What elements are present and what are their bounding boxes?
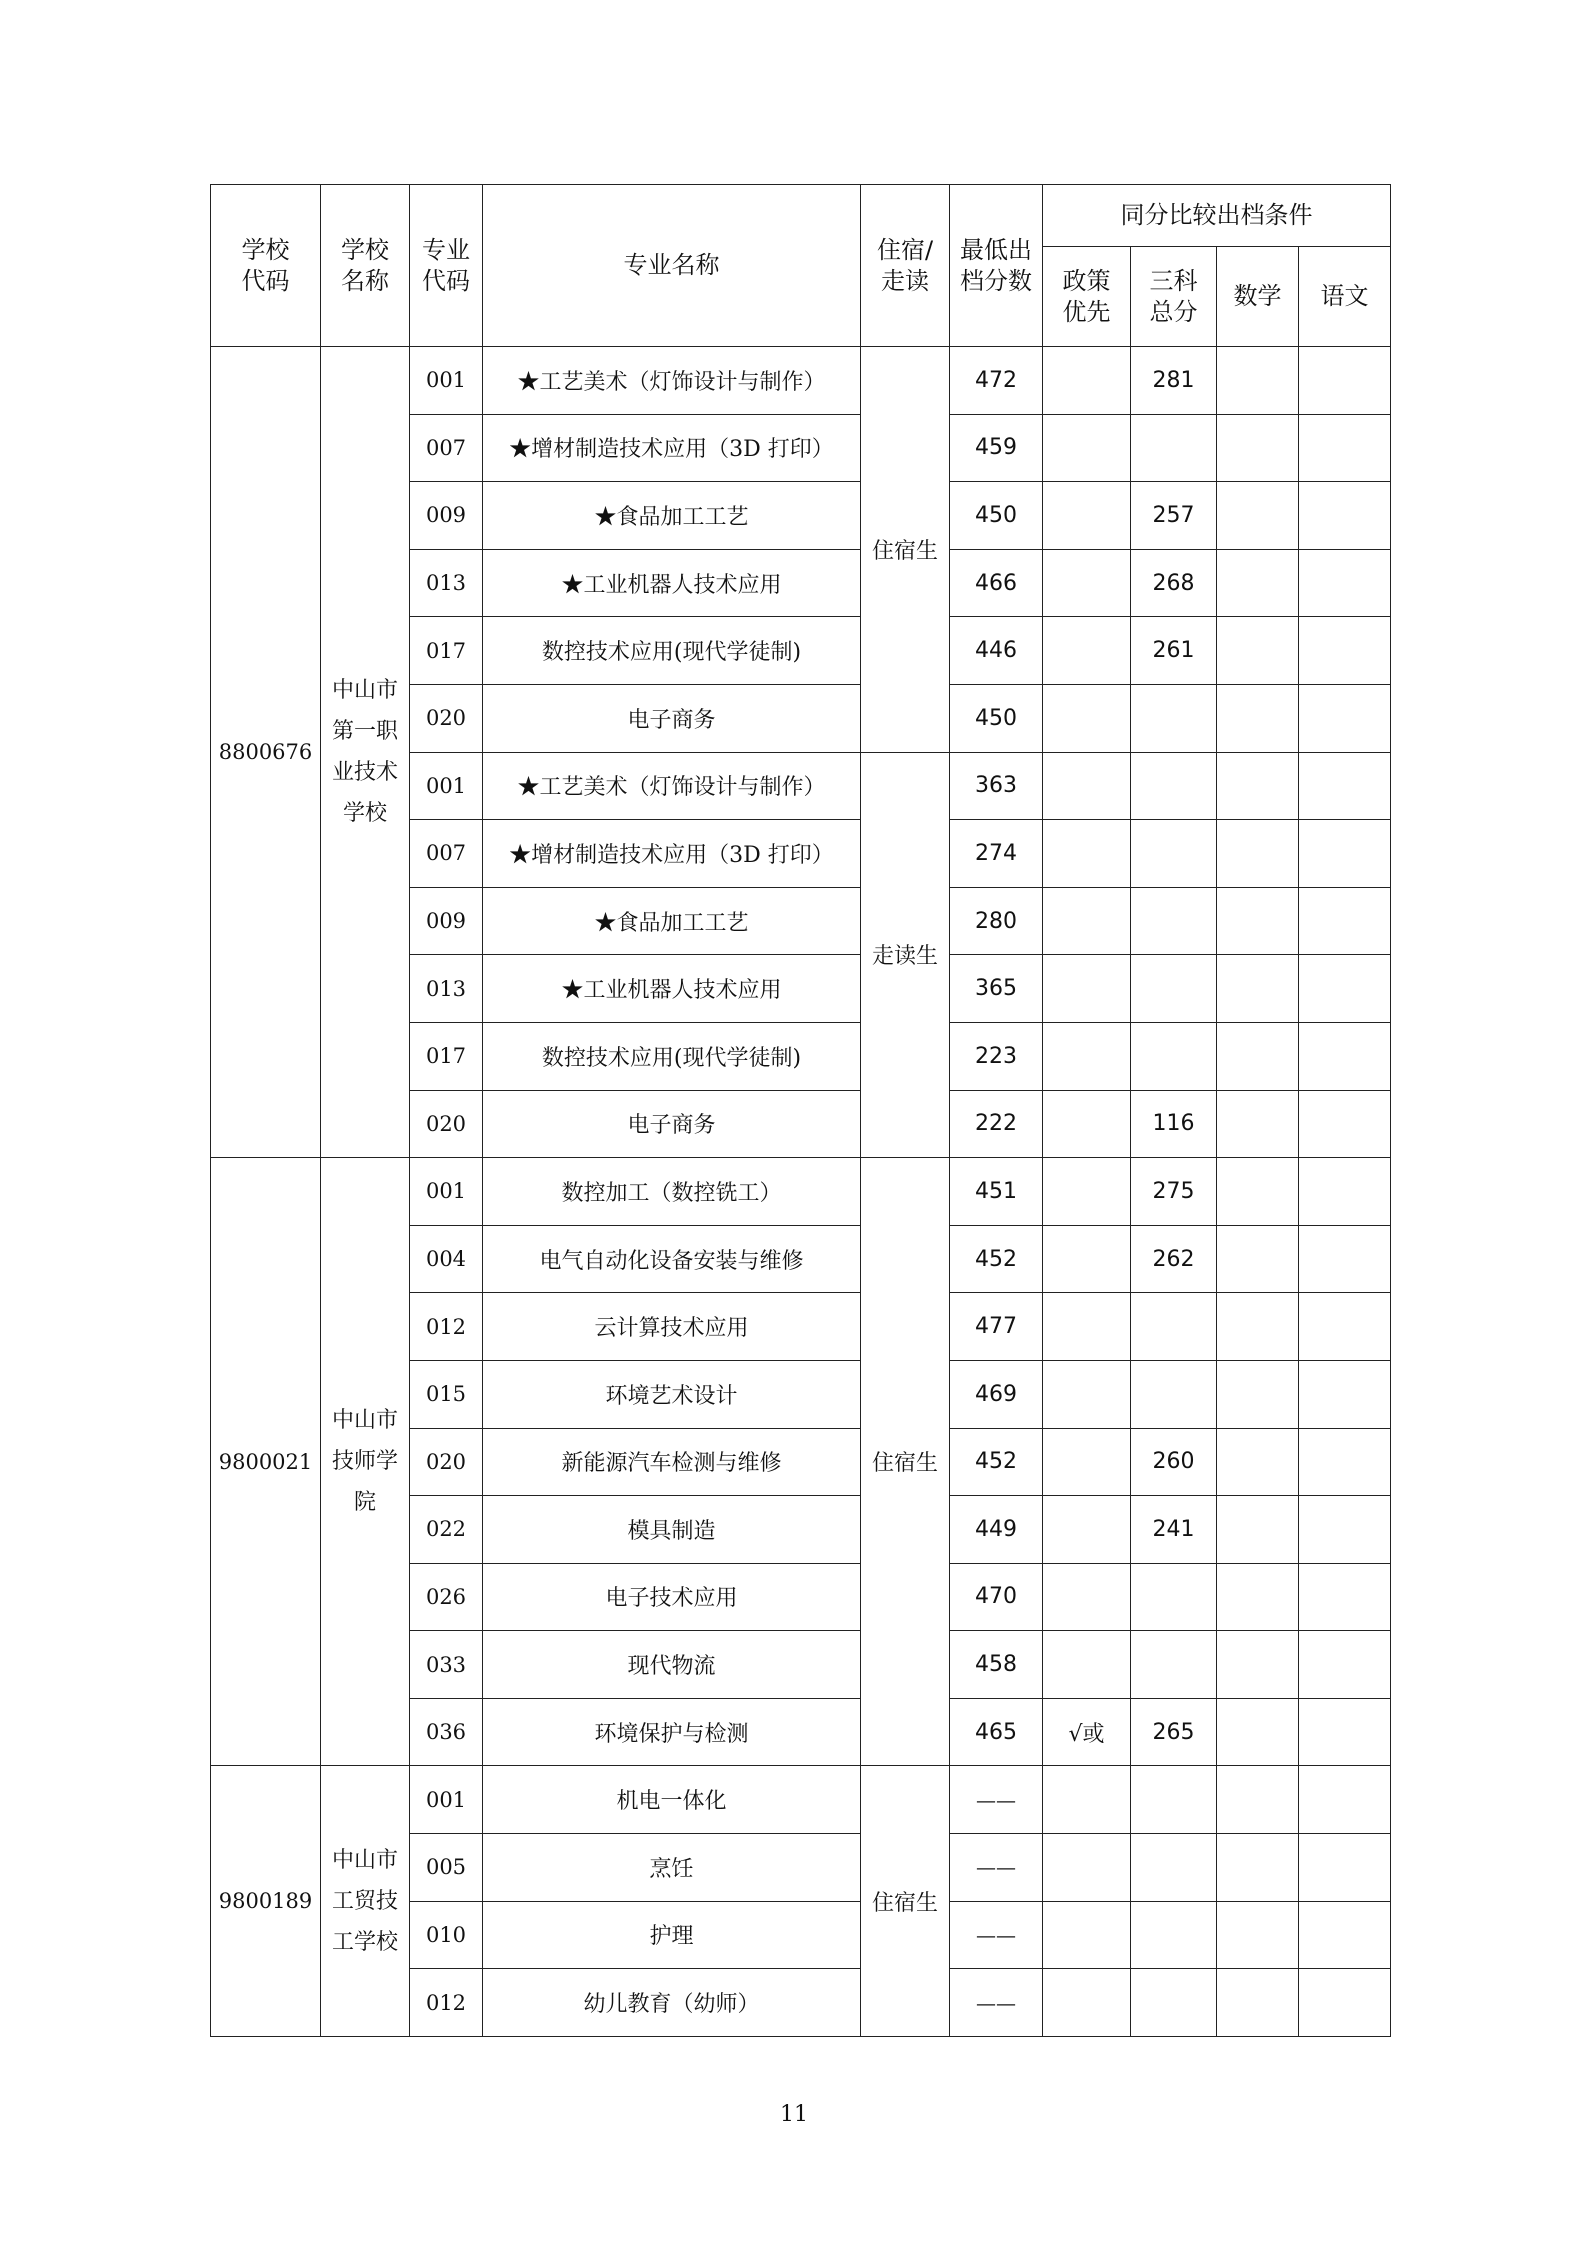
three-total-cell: 261 [1131, 617, 1217, 685]
three-total-cell: 275 [1131, 1158, 1217, 1226]
policy-cell [1043, 887, 1131, 955]
policy-cell [1043, 1428, 1131, 1496]
chinese-cell [1299, 1360, 1391, 1428]
three-total-cell [1131, 1901, 1217, 1969]
three-total-cell [1131, 1969, 1217, 2037]
page-number: 11 [780, 2102, 808, 2127]
header-tiebreak: 同分比较出档条件 [1043, 185, 1391, 247]
chinese-cell [1299, 1698, 1391, 1766]
chinese-cell [1299, 1293, 1391, 1361]
major-name-cell: 新能源汽车检测与维修 [483, 1428, 861, 1496]
min-score-cell: 450 [950, 482, 1043, 550]
policy-cell [1043, 1969, 1131, 2037]
three-total-cell: 257 [1131, 482, 1217, 550]
school-name-cell: 中山市 工贸技 工学校 [321, 1766, 410, 2036]
math-cell [1217, 1834, 1299, 1902]
major-code-cell: 017 [410, 617, 483, 685]
header-school-name: 学校 名称 [321, 185, 410, 347]
chinese-cell [1299, 1563, 1391, 1631]
major-code-cell: 001 [410, 1766, 483, 1834]
three-total-cell: 281 [1131, 347, 1217, 415]
major-code-cell: 010 [410, 1901, 483, 1969]
table-row [211, 1158, 1391, 1226]
min-score-cell: 472 [950, 347, 1043, 415]
math-cell [1217, 1225, 1299, 1293]
major-code-cell: 026 [410, 1563, 483, 1631]
major-code-cell: 015 [410, 1360, 483, 1428]
min-score-cell: 222 [950, 1090, 1043, 1158]
min-score-cell: 365 [950, 955, 1043, 1023]
policy-cell [1043, 549, 1131, 617]
math-cell [1217, 752, 1299, 820]
math-cell [1217, 820, 1299, 888]
major-name-cell: 电气自动化设备安装与维修 [483, 1225, 861, 1293]
major-code-cell: 009 [410, 887, 483, 955]
math-cell [1217, 1969, 1299, 2037]
min-score-cell: 477 [950, 1293, 1043, 1361]
boarding-cell: 住宿生 [861, 1158, 950, 1766]
min-score-cell: 274 [950, 820, 1043, 888]
policy-cell [1043, 1225, 1131, 1293]
min-score-cell: 450 [950, 684, 1043, 752]
major-name-cell: ★食品加工工艺 [483, 887, 861, 955]
major-name-cell: 幼儿教育（幼师） [483, 1969, 861, 2037]
three-total-cell [1131, 1293, 1217, 1361]
min-score-cell: 280 [950, 887, 1043, 955]
math-cell [1217, 1090, 1299, 1158]
major-code-cell: 007 [410, 820, 483, 888]
min-score-cell: 452 [950, 1428, 1043, 1496]
policy-cell [1043, 1766, 1131, 1834]
header-policy: 政策 优先 [1043, 247, 1131, 347]
math-cell [1217, 1901, 1299, 1969]
chinese-cell [1299, 414, 1391, 482]
math-cell [1217, 684, 1299, 752]
major-name-cell: 数控技术应用(现代学徒制) [483, 1022, 861, 1090]
policy-cell [1043, 482, 1131, 550]
chinese-cell [1299, 1158, 1391, 1226]
chinese-cell [1299, 1496, 1391, 1564]
three-total-cell: 116 [1131, 1090, 1217, 1158]
major-code-cell: 001 [410, 1158, 483, 1226]
math-cell [1217, 1428, 1299, 1496]
policy-cell [1043, 1834, 1131, 1902]
min-score-cell: 446 [950, 617, 1043, 685]
math-cell [1217, 347, 1299, 415]
three-total-cell [1131, 887, 1217, 955]
header-school-code: 学校 代码 [211, 185, 321, 347]
min-score-cell: —— [950, 1834, 1043, 1902]
policy-cell [1043, 1631, 1131, 1699]
admission-score-table [210, 184, 1391, 2037]
boarding-cell: 走读生 [861, 752, 950, 1158]
major-name-cell: 电子商务 [483, 684, 861, 752]
header-chinese: 语文 [1299, 247, 1391, 347]
major-code-cell: 001 [410, 347, 483, 415]
math-cell [1217, 617, 1299, 685]
policy-cell [1043, 752, 1131, 820]
min-score-cell: 223 [950, 1022, 1043, 1090]
min-score-cell: 465 [950, 1698, 1043, 1766]
school-name-cell: 中山市 技师学 院 [321, 1158, 410, 1766]
min-score-cell: —— [950, 1766, 1043, 1834]
math-cell [1217, 1766, 1299, 1834]
min-score-cell: 459 [950, 414, 1043, 482]
school-code-cell: 9800189 [211, 1766, 321, 2036]
table-row [211, 347, 1391, 415]
math-cell [1217, 1360, 1299, 1428]
chinese-cell [1299, 549, 1391, 617]
header-major-name: 专业名称 [483, 185, 861, 347]
chinese-cell [1299, 1225, 1391, 1293]
chinese-cell [1299, 347, 1391, 415]
min-score-cell: 363 [950, 752, 1043, 820]
major-code-cell: 012 [410, 1293, 483, 1361]
min-score-cell: 451 [950, 1158, 1043, 1226]
policy-cell [1043, 1563, 1131, 1631]
major-name-cell: ★工业机器人技术应用 [483, 549, 861, 617]
boarding-cell: 住宿生 [861, 347, 950, 753]
chinese-cell [1299, 1090, 1391, 1158]
min-score-cell: 449 [950, 1496, 1043, 1564]
major-code-cell: 017 [410, 1022, 483, 1090]
math-cell [1217, 955, 1299, 1023]
three-total-cell [1131, 1631, 1217, 1699]
three-total-cell [1131, 1022, 1217, 1090]
math-cell [1217, 1631, 1299, 1699]
major-code-cell: 001 [410, 752, 483, 820]
table-row [211, 1766, 1391, 1834]
major-name-cell: 数控技术应用(现代学徒制) [483, 617, 861, 685]
major-name-cell: 烹饪 [483, 1834, 861, 1902]
major-code-cell: 012 [410, 1969, 483, 2037]
three-total-cell: 262 [1131, 1225, 1217, 1293]
major-name-cell: ★工艺美术（灯饰设计与制作） [483, 347, 861, 415]
major-name-cell: 现代物流 [483, 1631, 861, 1699]
min-score-cell: —— [950, 1901, 1043, 1969]
three-total-cell: 268 [1131, 549, 1217, 617]
policy-cell [1043, 684, 1131, 752]
policy-cell [1043, 414, 1131, 482]
math-cell [1217, 1022, 1299, 1090]
chinese-cell [1299, 1969, 1391, 2037]
school-name-cell: 中山市 第一职 业技术 学校 [321, 347, 410, 1158]
major-code-cell: 013 [410, 549, 483, 617]
three-total-cell [1131, 1360, 1217, 1428]
min-score-cell: 470 [950, 1563, 1043, 1631]
major-code-cell: 005 [410, 1834, 483, 1902]
three-total-cell: 265 [1131, 1698, 1217, 1766]
min-score-cell: —— [950, 1969, 1043, 2037]
policy-cell [1043, 1360, 1131, 1428]
chinese-cell [1299, 617, 1391, 685]
header-boarding: 住宿/ 走读 [861, 185, 950, 347]
min-score-cell: 458 [950, 1631, 1043, 1699]
policy-cell [1043, 955, 1131, 1023]
major-code-cell: 007 [410, 414, 483, 482]
table-body [211, 347, 1391, 2037]
policy-cell [1043, 347, 1131, 415]
three-total-cell [1131, 1766, 1217, 1834]
math-cell [1217, 1698, 1299, 1766]
boarding-cell: 住宿生 [861, 1766, 950, 2036]
math-cell [1217, 1563, 1299, 1631]
header-math: 数学 [1217, 247, 1299, 347]
three-total-cell: 260 [1131, 1428, 1217, 1496]
policy-cell [1043, 1158, 1131, 1226]
min-score-cell: 466 [950, 549, 1043, 617]
min-score-cell: 469 [950, 1360, 1043, 1428]
policy-cell: √或 [1043, 1698, 1131, 1766]
major-name-cell: 数控加工（数控铣工） [483, 1158, 861, 1226]
major-code-cell: 022 [410, 1496, 483, 1564]
school-code-cell: 9800021 [211, 1158, 321, 1766]
policy-cell [1043, 820, 1131, 888]
policy-cell [1043, 1293, 1131, 1361]
major-code-cell: 036 [410, 1698, 483, 1766]
header-major-code: 专业 代码 [410, 185, 483, 347]
policy-cell [1043, 617, 1131, 685]
major-code-cell: 004 [410, 1225, 483, 1293]
major-name-cell: ★工业机器人技术应用 [483, 955, 861, 1023]
three-total-cell [1131, 752, 1217, 820]
math-cell [1217, 1496, 1299, 1564]
policy-cell [1043, 1022, 1131, 1090]
major-name-cell: 电子商务 [483, 1090, 861, 1158]
major-code-cell: 033 [410, 1631, 483, 1699]
three-total-cell [1131, 955, 1217, 1023]
policy-cell [1043, 1090, 1131, 1158]
school-code-cell: 8800676 [211, 347, 321, 1158]
major-name-cell: ★增材制造技术应用（3D 打印） [483, 414, 861, 482]
major-code-cell: 009 [410, 482, 483, 550]
chinese-cell [1299, 820, 1391, 888]
chinese-cell [1299, 482, 1391, 550]
three-total-cell [1131, 820, 1217, 888]
chinese-cell [1299, 684, 1391, 752]
chinese-cell [1299, 955, 1391, 1023]
math-cell [1217, 414, 1299, 482]
chinese-cell [1299, 1901, 1391, 1969]
major-name-cell: 云计算技术应用 [483, 1293, 861, 1361]
major-name-cell: 护理 [483, 1901, 861, 1969]
major-code-cell: 020 [410, 684, 483, 752]
major-name-cell: 机电一体化 [483, 1766, 861, 1834]
three-total-cell [1131, 1563, 1217, 1631]
header-min-score: 最低出 档分数 [950, 185, 1043, 347]
chinese-cell [1299, 752, 1391, 820]
major-code-cell: 020 [410, 1090, 483, 1158]
policy-cell [1043, 1901, 1131, 1969]
major-code-cell: 020 [410, 1428, 483, 1496]
major-name-cell: ★工艺美术（灯饰设计与制作） [483, 752, 861, 820]
chinese-cell [1299, 1631, 1391, 1699]
three-total-cell [1131, 684, 1217, 752]
major-name-cell: 环境艺术设计 [483, 1360, 861, 1428]
major-name-cell: 环境保护与检测 [483, 1698, 861, 1766]
header-three-total: 三科 总分 [1131, 247, 1217, 347]
three-total-cell [1131, 414, 1217, 482]
chinese-cell [1299, 1022, 1391, 1090]
chinese-cell [1299, 1428, 1391, 1496]
math-cell [1217, 1158, 1299, 1226]
math-cell [1217, 887, 1299, 955]
major-code-cell: 013 [410, 955, 483, 1023]
math-cell [1217, 1293, 1299, 1361]
chinese-cell [1299, 887, 1391, 955]
major-name-cell: ★增材制造技术应用（3D 打印） [483, 820, 861, 888]
three-total-cell: 241 [1131, 1496, 1217, 1564]
chinese-cell [1299, 1766, 1391, 1834]
math-cell [1217, 549, 1299, 617]
major-name-cell: ★食品加工工艺 [483, 482, 861, 550]
min-score-cell: 452 [950, 1225, 1043, 1293]
policy-cell [1043, 1496, 1131, 1564]
three-total-cell [1131, 1834, 1217, 1902]
chinese-cell [1299, 1834, 1391, 1902]
major-name-cell: 模具制造 [483, 1496, 861, 1564]
math-cell [1217, 482, 1299, 550]
major-name-cell: 电子技术应用 [483, 1563, 861, 1631]
